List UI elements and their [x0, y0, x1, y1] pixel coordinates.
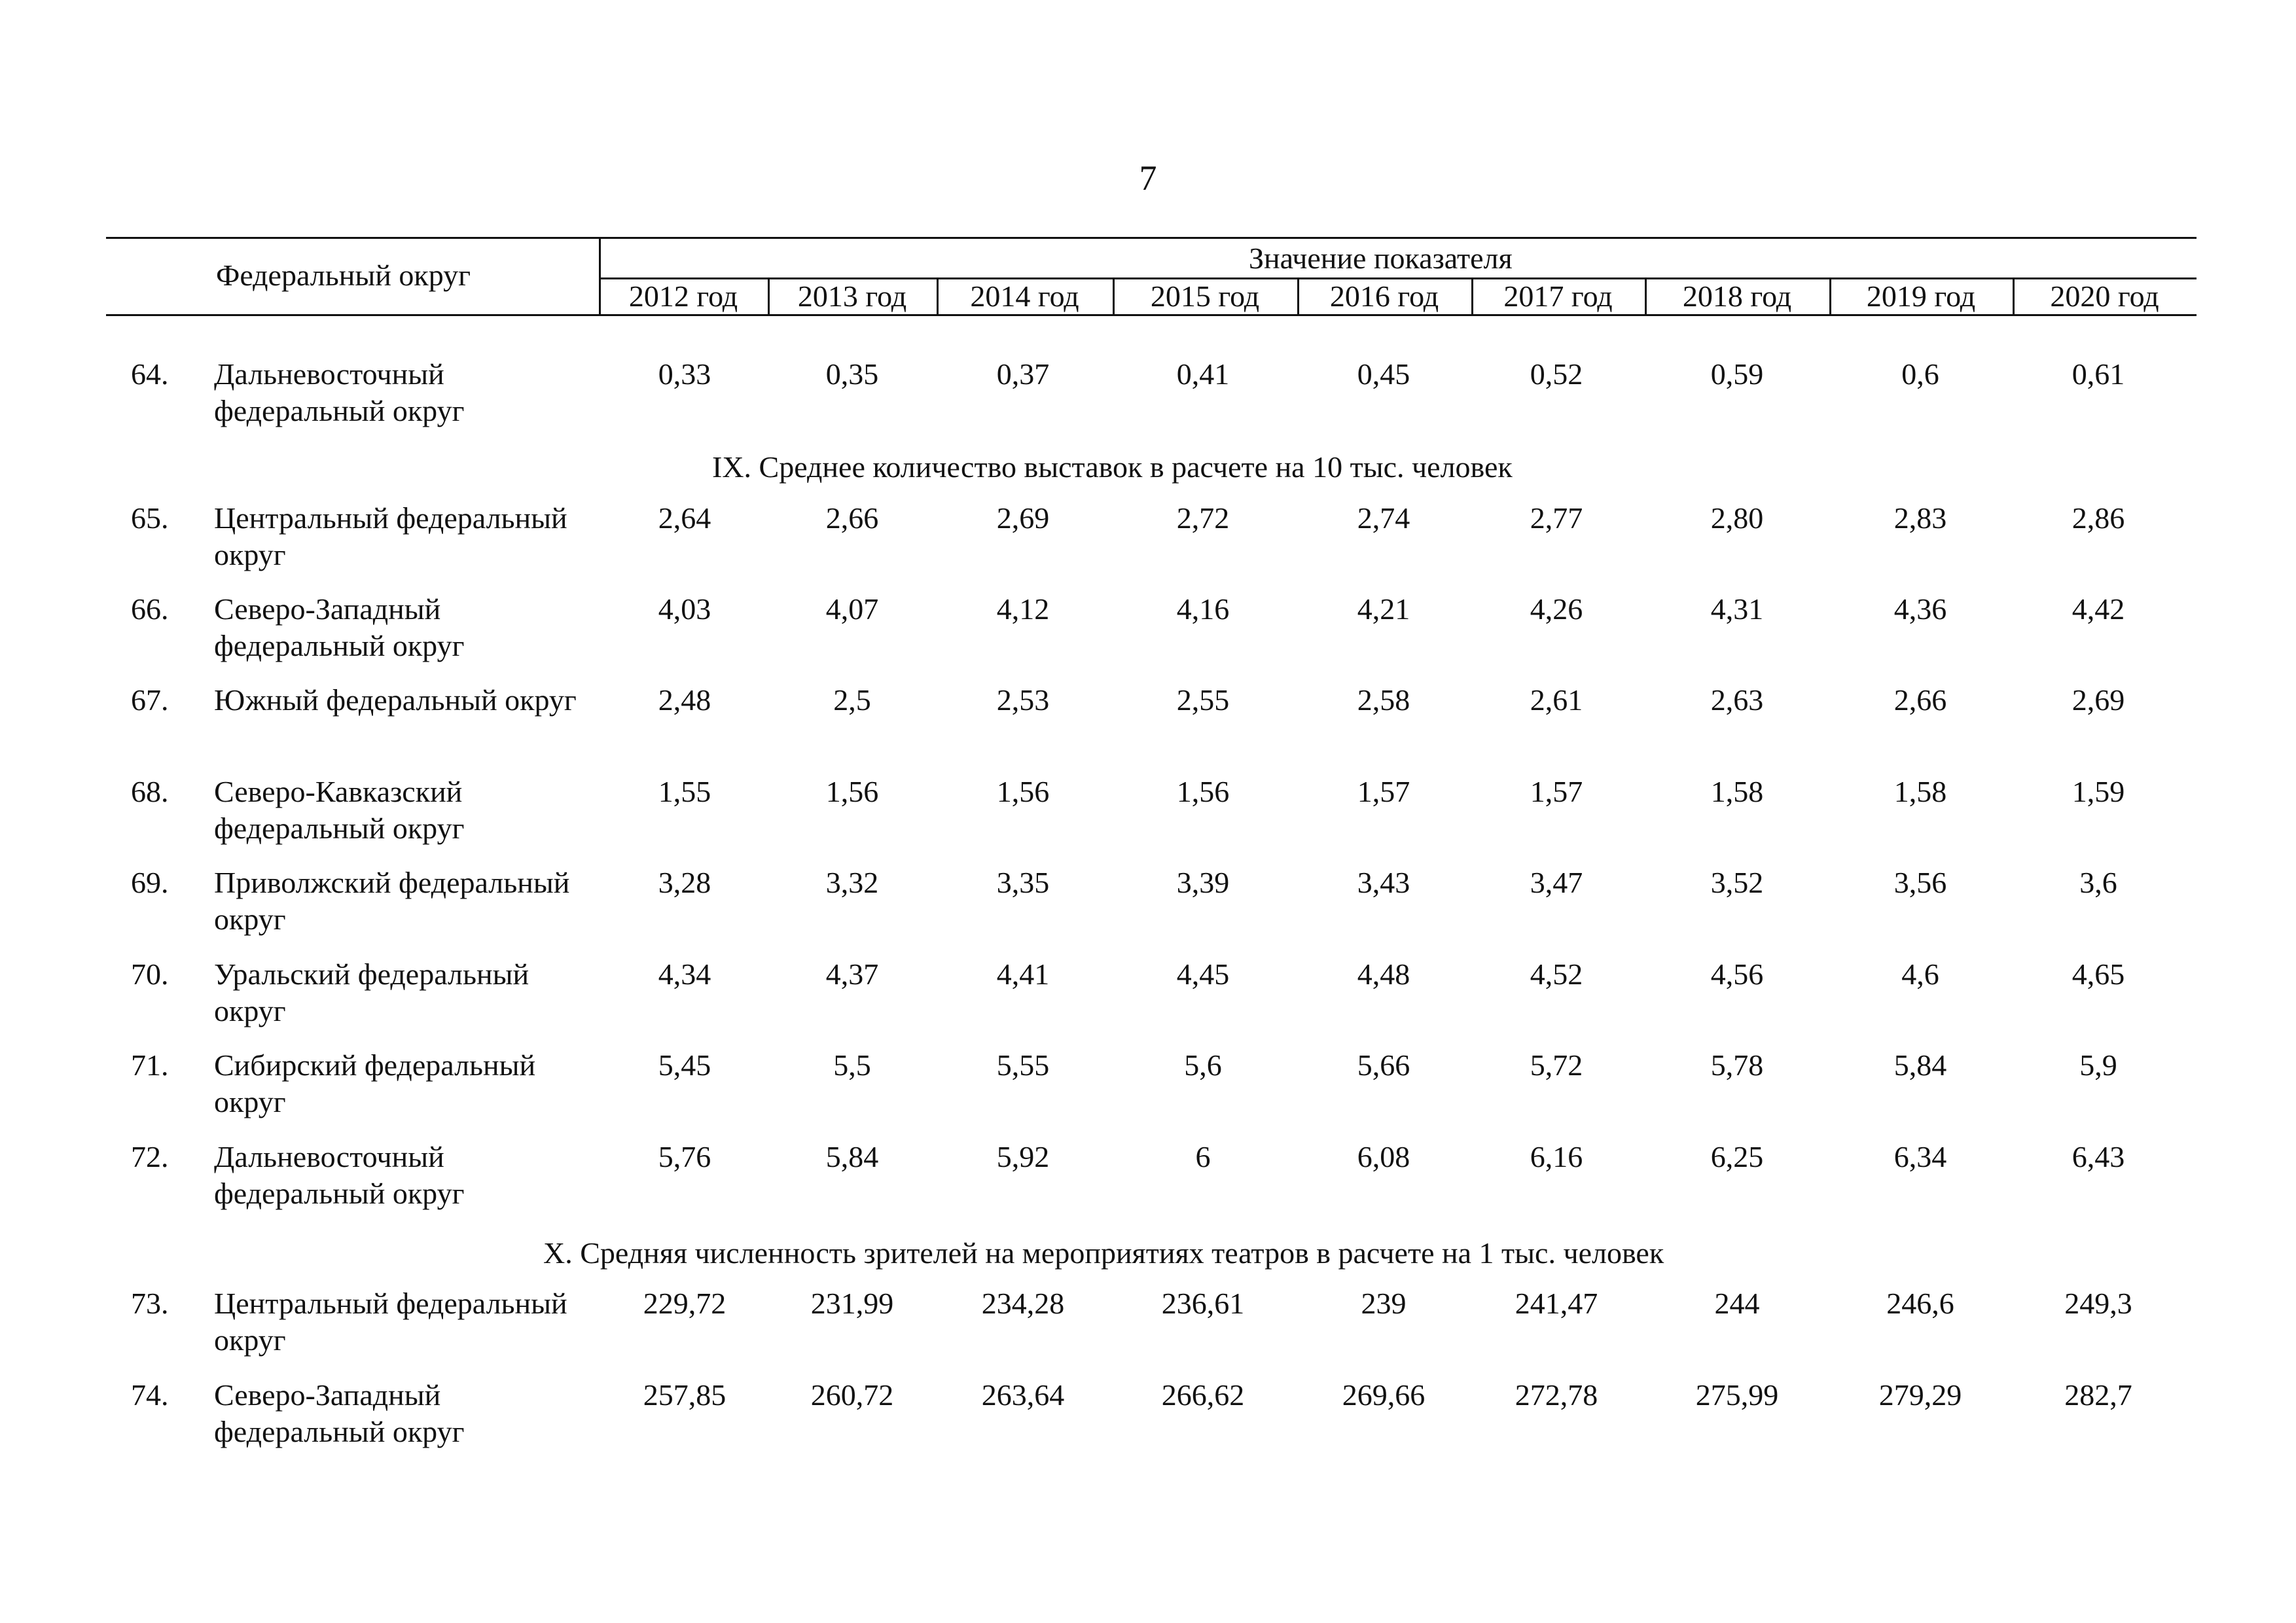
- value-cell: 1,55: [658, 775, 711, 808]
- year-header: 2012 год: [628, 279, 738, 313]
- year-divider: [1113, 277, 1115, 315]
- row-number: 69.: [131, 866, 169, 899]
- value-cell: 2,86: [2072, 501, 2125, 535]
- value-cell: 2,53: [996, 683, 1050, 717]
- district-name: Центральный федеральный округ: [214, 501, 567, 571]
- value-cell: 4,65: [2072, 957, 2125, 991]
- row-number: 74.: [131, 1378, 169, 1412]
- value-cell: 0,6: [1901, 357, 1939, 391]
- header-value: Значение показателя: [1249, 241, 1513, 275]
- value-cell: 0,37: [996, 357, 1050, 391]
- value-cell: 6,08: [1357, 1140, 1410, 1173]
- value-cell: 5,45: [658, 1048, 711, 1082]
- value-cell: 1,56: [1176, 775, 1230, 808]
- value-cell: 236,61: [1161, 1287, 1245, 1320]
- district-name: Приволжский федеральный округ: [214, 866, 570, 936]
- value-cell: 4,52: [1530, 957, 1583, 991]
- value-cell: 279,29: [1878, 1378, 1962, 1412]
- header-district: Федеральный округ: [216, 259, 471, 292]
- section-heading-ix: IX. Среднее количество выставок в расчете на 10 тыс. человек: [712, 450, 1513, 484]
- value-cell: 231,99: [810, 1287, 894, 1320]
- value-cell: 4,26: [1530, 592, 1583, 626]
- year-header: 2016 год: [1329, 279, 1439, 313]
- value-cell: 1,58: [1893, 775, 1947, 808]
- value-cell: 0,45: [1357, 357, 1410, 391]
- value-cell: 4,21: [1357, 592, 1410, 626]
- value-cell: 2,66: [825, 501, 879, 535]
- value-cell: 5,55: [996, 1048, 1050, 1082]
- district-name: Центральный федеральный округ: [214, 1287, 567, 1357]
- value-cell: 239: [1361, 1287, 1407, 1320]
- year-divider: [2013, 277, 2015, 315]
- year-divider: [1645, 277, 1647, 315]
- value-cell: 3,39: [1176, 866, 1230, 899]
- value-cell: 4,37: [825, 957, 879, 991]
- value-cell: 2,63: [1710, 683, 1764, 717]
- row-number: 66.: [131, 592, 169, 626]
- value-cell: 2,55: [1176, 683, 1230, 717]
- value-cell: 4,07: [825, 592, 879, 626]
- district-name: Северо-Западный федеральный округ: [214, 592, 465, 662]
- value-cell: 4,12: [996, 592, 1050, 626]
- value-cell: 2,83: [1893, 501, 1947, 535]
- year-header: 2018 год: [1682, 279, 1792, 313]
- value-cell: 5,84: [1893, 1048, 1947, 1082]
- value-cell: 2,66: [1893, 683, 1947, 717]
- value-cell: 6,16: [1530, 1140, 1583, 1173]
- value-cell: 2,64: [658, 501, 711, 535]
- value-cell: 3,52: [1710, 866, 1764, 899]
- value-cell: 257,85: [643, 1378, 726, 1412]
- value-cell: 1,56: [996, 775, 1050, 808]
- year-divider: [1829, 277, 1831, 315]
- table-top-rule: [106, 237, 2197, 239]
- value-cell: 2,61: [1530, 683, 1583, 717]
- table-row: [0, 1139, 2296, 1217]
- row-number: 70.: [131, 957, 169, 991]
- year-divider: [768, 277, 770, 315]
- value-cell: 263,64: [981, 1378, 1065, 1412]
- year-header: 2014 год: [970, 279, 1079, 313]
- value-cell: 2,69: [996, 501, 1050, 535]
- value-cell: 6,25: [1710, 1140, 1764, 1173]
- value-cell: 2,77: [1530, 501, 1583, 535]
- district-name: Южный федеральный округ: [214, 683, 577, 717]
- value-cell: 249,3: [2064, 1287, 2132, 1320]
- value-cell: 4,36: [1893, 592, 1947, 626]
- value-cell: 2,80: [1710, 501, 1764, 535]
- district-name: Уральский федеральный округ: [214, 957, 529, 1027]
- value-cell: 4,45: [1176, 957, 1230, 991]
- value-cell: 3,28: [658, 866, 711, 899]
- district-name: Дальневосточный федеральный округ: [214, 1140, 465, 1210]
- value-cell: 3,32: [825, 866, 879, 899]
- value-cell: 241,47: [1515, 1287, 1598, 1320]
- value-cell: 5,78: [1710, 1048, 1764, 1082]
- year-header: 2013 год: [797, 279, 907, 313]
- value-cell: 0,59: [1710, 357, 1764, 391]
- value-cell: 3,56: [1893, 866, 1947, 899]
- value-cell: 229,72: [643, 1287, 726, 1320]
- value-cell: 0,35: [825, 357, 879, 391]
- year-header: 2017 год: [1503, 279, 1613, 313]
- value-cell: 4,48: [1357, 957, 1410, 991]
- table-row: [0, 1047, 2296, 1126]
- value-cell: 5,9: [2079, 1048, 2117, 1082]
- value-cell: 275,99: [1695, 1378, 1779, 1412]
- value-cell: 5,84: [825, 1140, 879, 1173]
- value-cell: 2,58: [1357, 683, 1410, 717]
- value-cell: 2,5: [833, 683, 871, 717]
- value-cell: 5,92: [996, 1140, 1050, 1173]
- year-header: 2019 год: [1866, 279, 1976, 313]
- value-cell: 244: [1714, 1287, 1760, 1320]
- value-cell: 1,57: [1357, 775, 1410, 808]
- district-name: Северо-Кавказский федеральный округ: [214, 775, 465, 845]
- value-cell: 4,42: [2072, 592, 2125, 626]
- value-cell: 5,66: [1357, 1048, 1410, 1082]
- value-cell: 4,6: [1901, 957, 1939, 991]
- table-row: [0, 500, 2296, 579]
- row-number: 73.: [131, 1287, 169, 1320]
- value-cell: 0,33: [658, 357, 711, 391]
- table-row: [0, 1377, 2296, 1455]
- year-divider: [1297, 277, 1299, 315]
- table-row: [0, 591, 2296, 669]
- value-cell: 4,03: [658, 592, 711, 626]
- header-bottom-rule: [106, 314, 2197, 316]
- year-divider: [1471, 277, 1473, 315]
- table-row: [0, 682, 2296, 760]
- value-cell: 5,72: [1530, 1048, 1583, 1082]
- value-cell: 0,61: [2072, 357, 2125, 391]
- value-cell: 3,47: [1530, 866, 1583, 899]
- row-number: 67.: [131, 683, 169, 717]
- year-divider: [937, 277, 939, 315]
- value-cell: 1,59: [2072, 775, 2125, 808]
- value-cell: 4,41: [996, 957, 1050, 991]
- table-row: [0, 774, 2296, 852]
- table-row: [0, 356, 2296, 435]
- value-cell: 4,34: [658, 957, 711, 991]
- value-cell: 1,57: [1530, 775, 1583, 808]
- value-cell: 1,58: [1710, 775, 1764, 808]
- value-cell: 1,56: [825, 775, 879, 808]
- table-row: [0, 956, 2296, 1035]
- value-cell: 4,16: [1176, 592, 1230, 626]
- value-cell: 6: [1195, 1140, 1211, 1173]
- value-cell: 0,41: [1176, 357, 1230, 391]
- value-cell: 4,56: [1710, 957, 1764, 991]
- district-name: Северо-Западный федеральный округ: [214, 1378, 465, 1448]
- value-cell: 5,76: [658, 1140, 711, 1173]
- row-number: 65.: [131, 501, 169, 535]
- value-cell: 4,31: [1710, 592, 1764, 626]
- value-cell: 5,5: [833, 1048, 871, 1082]
- value-cell: 260,72: [810, 1378, 894, 1412]
- value-cell: 269,66: [1342, 1378, 1426, 1412]
- value-cell: 3,43: [1357, 866, 1410, 899]
- value-cell: 272,78: [1515, 1378, 1598, 1412]
- year-header: 2015 год: [1150, 279, 1260, 313]
- value-cell: 6,34: [1893, 1140, 1947, 1173]
- row-number: 68.: [131, 775, 169, 808]
- value-cell: 266,62: [1161, 1378, 1245, 1412]
- value-cell: 2,72: [1176, 501, 1230, 535]
- row-number: 71.: [131, 1048, 169, 1082]
- row-number: 64.: [131, 357, 169, 391]
- value-cell: 2,74: [1357, 501, 1410, 535]
- value-cell: 0,52: [1530, 357, 1583, 391]
- value-cell: 234,28: [981, 1287, 1065, 1320]
- year-header: 2020 год: [2050, 279, 2159, 313]
- page-number: 7: [1139, 158, 1157, 198]
- row-number: 72.: [131, 1140, 169, 1173]
- value-cell: 2,69: [2072, 683, 2125, 717]
- value-cell: 2,48: [658, 683, 711, 717]
- table-row: [0, 865, 2296, 943]
- value-cell: 3,6: [2079, 866, 2117, 899]
- value-cell: 6,43: [2072, 1140, 2125, 1173]
- value-cell: 282,7: [2064, 1378, 2132, 1412]
- value-cell: 246,6: [1886, 1287, 1954, 1320]
- table-row: [0, 1285, 2296, 1364]
- district-name: Сибирский федеральный округ: [214, 1048, 536, 1118]
- value-cell: 5,6: [1184, 1048, 1222, 1082]
- section-heading-x: X. Средняя численность зрителей на мероприятиях театров в расчете на 1 тыс. человек: [543, 1236, 1664, 1270]
- district-name: Дальневосточный федеральный округ: [214, 357, 465, 427]
- value-cell: 3,35: [996, 866, 1050, 899]
